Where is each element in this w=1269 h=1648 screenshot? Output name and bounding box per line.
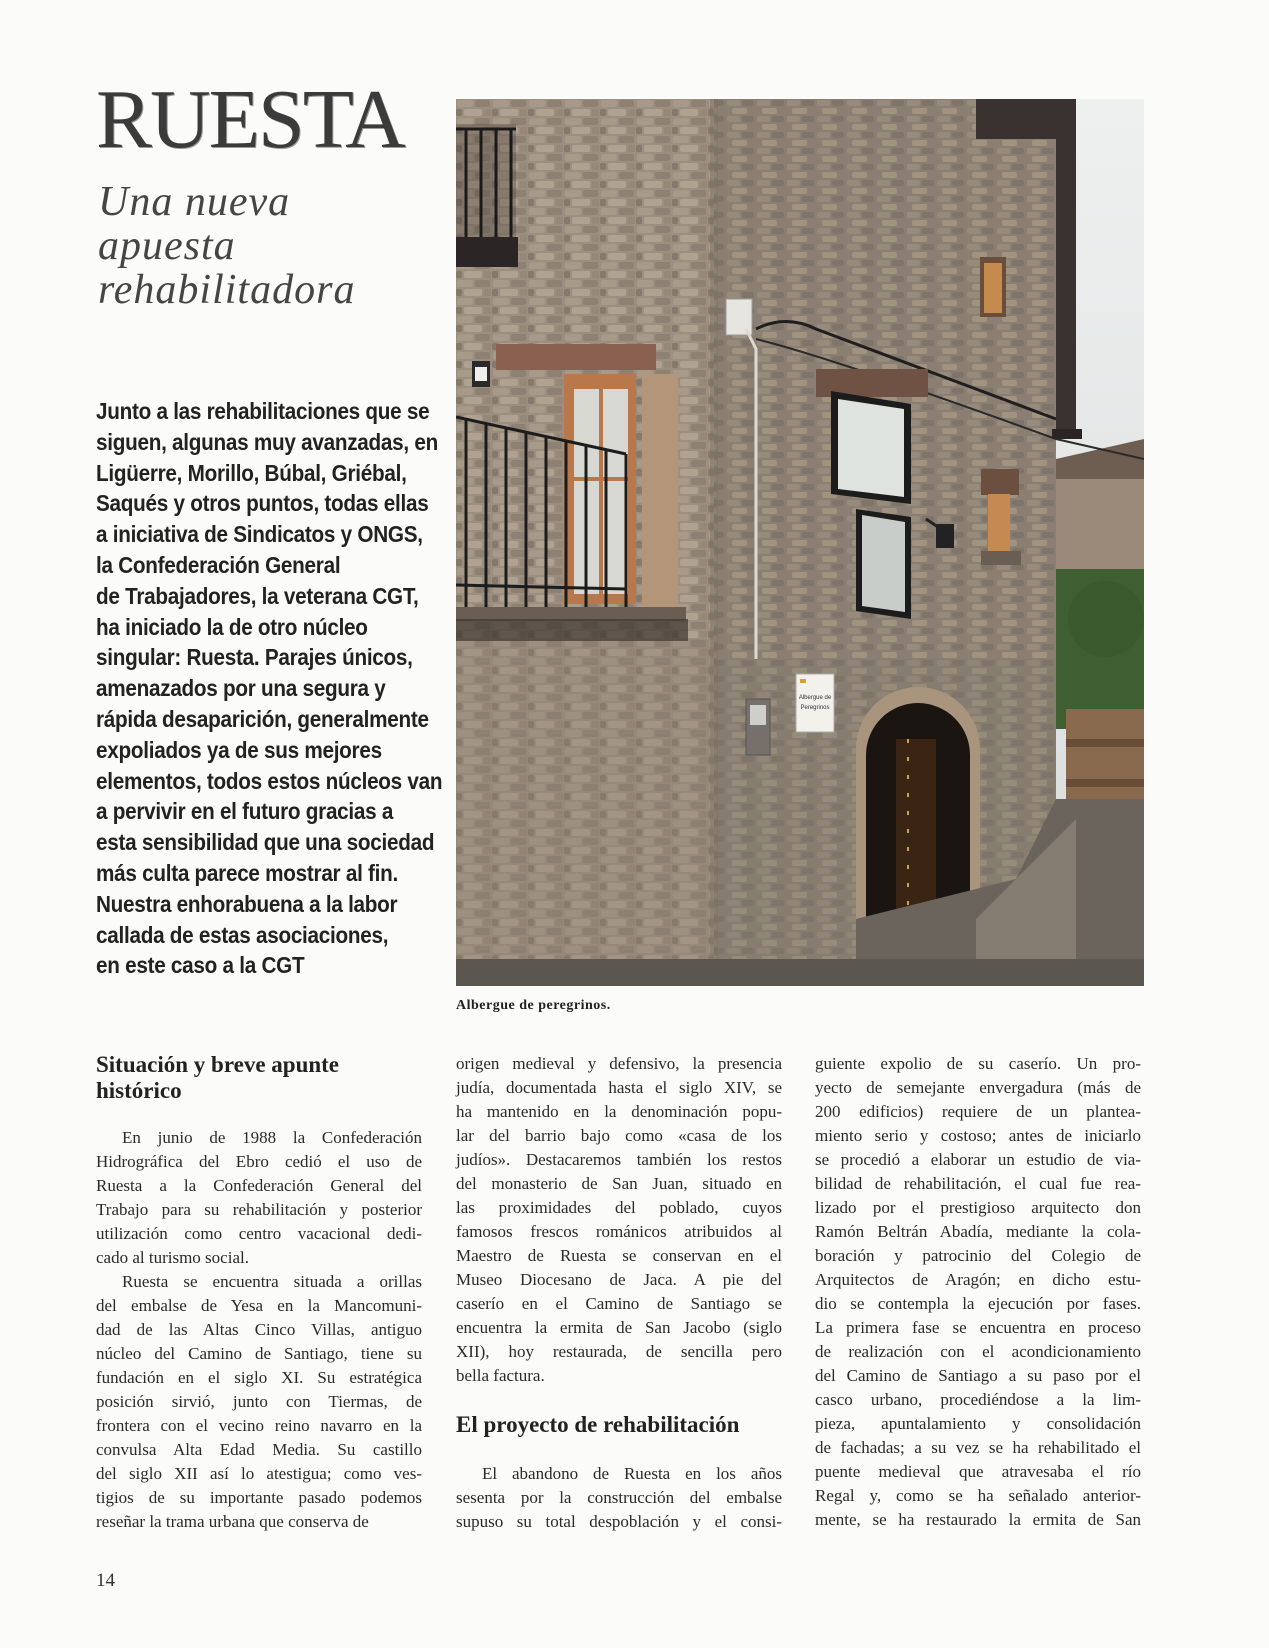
sign-text: Peregrinos xyxy=(800,705,830,711)
heading-line: histórico xyxy=(96,1078,182,1103)
text-line: En junio de 1988 la Confederación xyxy=(122,1128,422,1147)
text-line: Trabajo para su rehabilitación y posterior xyxy=(96,1200,422,1219)
text-line: judíos». Destacaremos también los restos xyxy=(456,1150,782,1169)
sign-text: Albergue de xyxy=(798,695,832,701)
text-line: 200 edificios) requiere de un plantea- xyxy=(815,1102,1141,1121)
text-line: Hidrográfica del Ebro cedió el uso de xyxy=(96,1152,422,1171)
text-line: encuentra la ermita de San Jacobo (siglo xyxy=(456,1318,782,1337)
paragraph xyxy=(456,1052,782,1388)
lead-line: Ligüerre, Morillo, Búbal, Griébal, xyxy=(96,459,407,486)
lead-line: a pervivir en el futuro gracias a xyxy=(96,798,394,825)
text-line: Maestro de Ruesta se conservan en el xyxy=(456,1246,782,1265)
lead-line: Saqués y otros puntos, todas ellas xyxy=(96,490,429,517)
text-line: sesenta por la construcción del embalse xyxy=(456,1488,782,1507)
text-line: pieza, apuntalamiento y consolidación xyxy=(815,1414,1141,1433)
text-line: dio se contempla la ejecución por fases. xyxy=(815,1294,1141,1313)
text-line: Museo Diocesano de Jaca. A pie del xyxy=(456,1270,782,1289)
text-line: supuso su total despoblación y el consi- xyxy=(456,1512,782,1531)
lead-line: callada de estas asociaciones, xyxy=(96,921,389,948)
text-line: ha mantenido en la denominación popu- xyxy=(456,1102,782,1121)
text-line: casco urbano, procediéndose a la lim- xyxy=(815,1390,1141,1409)
text-line: guiente expolio de su caserío. Un pro- xyxy=(815,1054,1141,1073)
text-line: famosos frescos románicos atribuidos al xyxy=(456,1222,782,1241)
text-line: lizado por el prestigioso arquitecto don xyxy=(815,1198,1141,1217)
text-line: del Camino de Santiago a su paso por el xyxy=(815,1366,1141,1385)
body-column-1 xyxy=(96,1052,422,1534)
lead-line: la Confederación General xyxy=(96,551,341,578)
text-line: XII), hoy restaurada, de sencilla pero xyxy=(456,1342,782,1361)
text-line: Arquitectos de Aragón; en dicho estu- xyxy=(815,1270,1141,1289)
text-line: fundación en el siglo XI. Su estratégica xyxy=(96,1368,422,1387)
body-column-3 xyxy=(815,1052,1141,1532)
text-line: núcleo del Camino de Santiago, tiene su xyxy=(96,1344,422,1363)
lead-line: Nuestra enhorabuena a la labor xyxy=(96,890,398,917)
subtitle-line: rehabilitadora xyxy=(98,267,356,313)
text-line: El abandono de Ruesta en los años xyxy=(482,1464,782,1483)
text-line: posición sirvió, junto con Tiermas, de xyxy=(96,1392,422,1411)
text-line: La primera fase se encuentra en proceso xyxy=(815,1318,1141,1337)
paragraph xyxy=(815,1052,1141,1532)
lead-line: elementos, todos estos núcleos van xyxy=(96,767,443,794)
lead-line: singular: Ruesta. Parajes únicos, xyxy=(96,644,413,671)
text-line: de fachadas; a su vez se ha rehabilitado el xyxy=(815,1438,1141,1457)
lead-line: rápida desaparición, generalmente xyxy=(96,705,429,732)
body-column-2 xyxy=(456,1052,782,1534)
paragraph xyxy=(456,1462,782,1534)
text-line: Ramón Beltrán Abadía, mediante la cola- xyxy=(815,1222,1141,1241)
text-line: Ruesta a la Confederación General del xyxy=(96,1176,422,1195)
lead-paragraph xyxy=(96,396,443,981)
page-number: 14 xyxy=(96,1570,115,1591)
text-line: utilización como centro vacacional dedi- xyxy=(96,1224,422,1243)
text-line: lar del barrio bajo como «casa de los xyxy=(456,1126,782,1145)
photo-illustration xyxy=(456,99,1144,986)
paragraph xyxy=(96,1270,422,1534)
text-line: Regal y, como se ha señalado anterior- xyxy=(815,1486,1141,1505)
text-line: boración y patrocinio del Colegio de xyxy=(815,1246,1141,1265)
lead-line: de Trabajadores, la veterana CGT, xyxy=(96,582,419,609)
lead-line: ha iniciado la de otro núcleo xyxy=(96,613,368,640)
building-photo xyxy=(456,99,1144,986)
text-line: origen medieval y defensivo, la presencia xyxy=(456,1054,782,1073)
text-line: bilidad de rehabilitación, el cual fue rea- xyxy=(815,1174,1141,1193)
text-line: frontera con el vecino reino navarro en la xyxy=(96,1416,422,1435)
lead-line: esta sensibilidad que una sociedad xyxy=(96,829,435,856)
subtitle-line: Una nueva xyxy=(98,179,291,225)
section-heading: El proyecto de rehabilitación xyxy=(456,1412,740,1437)
text-line: reseñar la trama urbana que conserva de xyxy=(96,1512,369,1531)
subtitle-line: apuesta xyxy=(98,223,236,269)
lead-line: expoliados ya de sus mejores xyxy=(96,736,382,763)
text-line: del siglo XII así lo atestigua; como ves- xyxy=(96,1464,422,1483)
article-subtitle xyxy=(98,180,418,312)
text-line: del monasterio de San Juan, situado en xyxy=(456,1174,782,1193)
lead-line: siguen, algunas muy avanzadas, en xyxy=(96,428,438,455)
photo-caption: Albergue de peregrinos. xyxy=(456,998,611,1013)
text-line: bella factura. xyxy=(456,1366,545,1385)
text-line: convulsa Alta Edad Media. Su castillo xyxy=(96,1440,422,1459)
text-line: mente, se ha restaurado la ermita de San xyxy=(815,1510,1141,1529)
text-line: yecto de semejante envergadura (más de xyxy=(815,1078,1141,1097)
heading-line: Situación y breve apunte xyxy=(96,1052,340,1077)
text-line: se procedió a elaborar un estudio de via- xyxy=(815,1150,1141,1169)
text-line: dad de las Altas Cinco Villas, antiguo xyxy=(96,1320,422,1339)
article-title: RUESTA xyxy=(96,73,404,166)
lead-line: Junto a las rehabilitaciones que se xyxy=(96,398,430,424)
paragraph xyxy=(96,1126,422,1270)
text-line: judía, documentada hasta el siglo XIV, se xyxy=(456,1078,782,1097)
text-line: del embalse de Yesa en la Mancomuni- xyxy=(96,1296,422,1315)
lead-line: más culta parece mostrar al fin. xyxy=(96,859,398,886)
text-line: tigios de su importante pasado podemos xyxy=(96,1488,422,1507)
lead-line: en este caso a la CGT xyxy=(96,952,305,979)
text-line: de realización con el acondicionamiento xyxy=(815,1342,1141,1361)
text-line: caserío en el Camino de Santiago se xyxy=(456,1294,782,1313)
section-heading xyxy=(96,1052,422,1104)
lead-line: a iniciativa de Sindicatos y ONGS, xyxy=(96,521,423,548)
text-line: Ruesta se encuentra situada a orillas xyxy=(122,1272,422,1291)
text-line: las proximidades del poblado, cuyos xyxy=(456,1198,782,1217)
text-line: puente medieval que atravesaba el río xyxy=(815,1462,1141,1481)
text-line: cado al turismo social. xyxy=(96,1248,249,1267)
lead-line: amenazados por una segura y xyxy=(96,675,386,702)
text-line: miento serio y costoso; antes de iniciarlo xyxy=(815,1126,1141,1145)
